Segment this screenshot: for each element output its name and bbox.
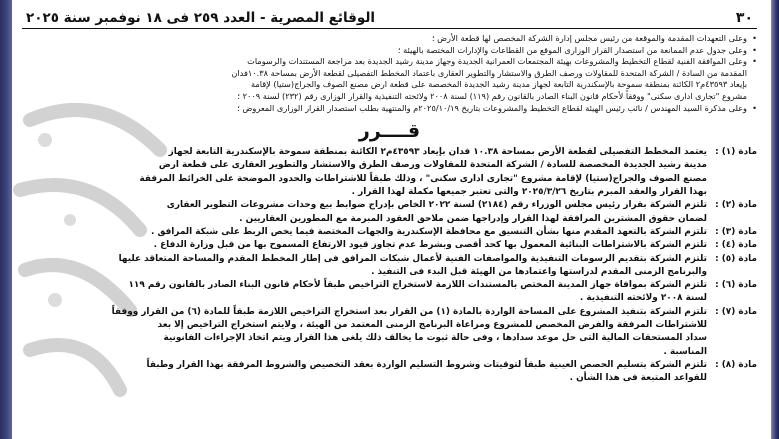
article-label: مادة (١) :: [715, 147, 757, 158]
article-label: مادة (٨) :: [715, 359, 757, 370]
article-text: تلتزم الشركة بتقديم الرسومات التنفيذية والمواصفات الفنية لأعمال شبكات المرافق فى إطار المخطط المقدم والمساحة المتعاقد عليها والبرنامج الزمنى المقدم لدراستها واعتمادها من الهيئة قبل البدء فى التنفيذ .: [118, 253, 707, 277]
article-text: تلتزم الشركة بالاشتراطات البنائية المعمول بها كحد أقصى وبشرط عدم تجاوز قيود الارتفاع المسموح بها من قبل وزارة الدفاع .: [153, 240, 707, 251]
left-page-edge: [0, 0, 12, 439]
article-label: مادة (٦) :: [715, 280, 757, 291]
articles-list: [22, 146, 757, 385]
article-label: مادة (٢) :: [715, 200, 757, 211]
article-6: [22, 279, 757, 306]
article-text: تلتزم الشركة بقرار رئيس مجلس الوزراء رقم (٢١٨٤) لسنة ٢٠٢٢ الخاص بإدراج ضوابط بيع وحدات مشروعات التطوير العقارى لضمان حقوق المشترين المرافقة لهذا القرار وإدراجها ضمن ملاحق العقود المبرمة مع المطورين العقاريين .: [166, 200, 707, 224]
preamble-item: • وعلى جدول عدم الممانعة من استصدار القرار الوزارى الموقع من القطاعات والإدارات المختصة بالهيئة ؛: [22, 45, 757, 57]
article-5: [22, 253, 757, 280]
preamble-item: • وعلى الموافقة الفنية لقطاع التخطيط والمشروعات بهيئة المجتمعات العمرانية الجديدة وجهاز مدينة رشيد الجديدة بعد مراجعة المستندات والرسومات المقدمة من السادة / الشركة المتحدة للمقاولات ورصف الطرق والاستشار والتطوير العقارى باعتماد المخطط التفصيلى لقطعة الأرض بمساحة ١٠.٣٨فدان بإيعاد ٤٣٥٩٣م٢ الكائنة بمنطقة سموحة بالإسكندرية التابعة لجهاز مدينة رشيد الجديدة المخصصة على قطعة ارض مصنع الصوف والجراج(ستيا) لإقامة مشروع "تجارى ادارى سكنى" ووفقاً لأحكام قانون البناء الصادر بالقانون رقم (١١٩) لسنة ٢٠٠٨ ولائحته التنفيذية والقرار الوزارى رقم (٢٣٢) لسنة ٢٠٠٩ ؛: [22, 56, 757, 102]
right-page-edge: [771, 0, 779, 439]
article-text: يعتمد المخطط التفصيلى لقطعة الأرض بمساحة ١٠.٣٨ فدان بإيعاد ٤٣٥٩٣م٢ الكائنة بمنطقة سموحة بالإسكندرية التابعة لجهاز مدينة رشيد الجديدة المخصصة للسادة / الشركة المتحدة للمقاولات ورصف الطرق والاستشار والتطوير العقارى على قطعة ارض مصنع الصوف والجراج(ستيا) لإقامة مشروع "تجارى ادارى سكنى" ، وذلك طبقاً للاشتراطات والحدود الموضحة على الخرائط المرفقة بهذا القرار والعقد المبرم بتاريخ ٢٠٢٥/٣/٢٦ والتى تعتبر جميعها مكملة لهذا القرار .: [139, 147, 707, 198]
article-2: [22, 199, 757, 226]
article-text: تلتزم الشركة بتنفيذ المشروع على المساحة الواردة بالمادة (١) من القرار بعد استخراج التراخيص اللازمة طبقاً للمادة (٦) من القرار ووفقاً للاشتراطات المرفقة والفرض المخصص للمشروع ومراعاة البرنامج الزمنى المعتمد من الهيئة ، ولايتم استخراج التراخيص إلا بعد سداد المستحقات المالية التى حل موعد سدادها ، وفى حالة ثبوت ما يخالف ذلك يلغى هذا القرار ويتم اتخاذ الإجراءات القانونية المناسبة .: [111, 306, 707, 357]
article-4: [22, 239, 757, 252]
article-label: مادة (٥) :: [715, 253, 757, 264]
page-number: ٣٠: [735, 10, 753, 26]
gazette-title: الوقائع المصرية - العدد ٢٥٩ فى ١٨ نوفمبر سنة ٢٠٢٥: [26, 10, 376, 26]
preamble-item: • وعلى مذكرة السيد المهندس / نائب رئيس الهيئة لقطاع التخطيط والمشروعات بتاريخ ٢٠٢٥/١٠/١٩م والمنتهية بطلب استصدار القرار الوزارى المعروض ؛: [22, 103, 757, 115]
preamble-item: • وعلى التعهدات المقدمة والموقعة من رئيس مجلس إدارة الشركة المخصص لها قطعة الأرض ؛: [22, 33, 757, 45]
article-label: مادة (٣) :: [715, 226, 757, 237]
article-8: [22, 359, 757, 386]
article-label: مادة (٧) :: [715, 306, 757, 317]
page-header: [22, 6, 757, 26]
preamble-list: [22, 33, 757, 114]
article-text: تلتزم الشركة بموافاة جهاز المدينة المختص بالمستندات اللازمة لاستخراج التراخيص طبقاً لأحكام قانون البناء الصادر بالقانون رقم ١١٩ لسنة ٢٠٠٨ ولائحته التنفيذية .: [128, 280, 707, 304]
article-text: تلتزم الشركة بالتعهد المقدم منها بشأن التنسيق مع محافظة الإسكندرية والجهات المختصة فيما يخص الربط على شبكة المرافق .: [150, 226, 707, 237]
decision-heading: قــــرر: [358, 120, 421, 143]
header-rule: [22, 28, 757, 29]
article-3: [22, 226, 757, 239]
document-page: [22, 6, 757, 436]
article-label: مادة (٤) :: [715, 240, 757, 251]
article-text: تلتزم الشركة بتسليم الحصص العينية طبقاً لتوقيتات وشروط التسليم الواردة بعقد التخصيص والشروط المرفقة بهذا القرار وطبقاً للقواعد المتبعة فى هذا الشأن .: [146, 359, 707, 384]
article-7: [22, 306, 757, 359]
article-1: [22, 146, 757, 199]
